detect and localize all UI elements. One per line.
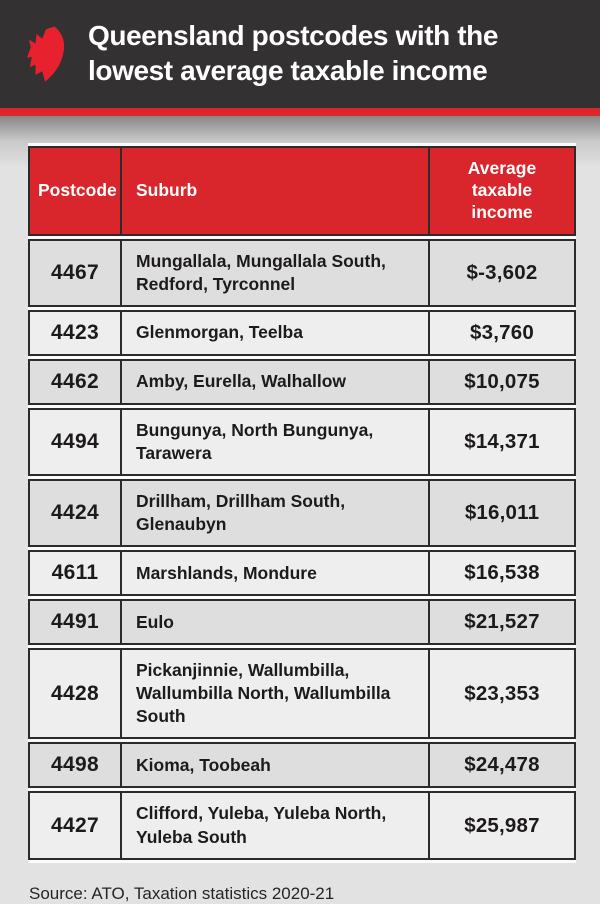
income-cell: $16,538	[430, 550, 576, 596]
suburb-cell: Glenmorgan, Teelba	[122, 310, 430, 356]
header-banner	[0, 0, 600, 108]
income-cell: $21,527	[430, 599, 576, 645]
table-row	[28, 479, 576, 547]
postcode-cell: 4467	[28, 239, 122, 307]
postcode-cell: 4428	[28, 648, 122, 739]
sbs-logo-icon	[27, 25, 65, 83]
income-cell: $-3,602	[430, 239, 576, 307]
table-header-row	[28, 146, 576, 236]
income-cell: $3,760	[430, 310, 576, 356]
income-cell: $24,478	[430, 742, 576, 788]
suburb-cell: Drillham, Drillham South, Glenaubyn	[122, 479, 430, 547]
page-title	[88, 18, 498, 88]
red-divider-strip	[0, 108, 600, 116]
column-header-average-taxable-income: Average taxable income	[430, 146, 576, 236]
page-title-line2: lowest average taxable income	[88, 55, 488, 86]
table-row	[28, 599, 576, 645]
income-cell: $16,011	[430, 479, 576, 547]
table-row	[28, 408, 576, 476]
postcode-cell: 4494	[28, 408, 122, 476]
suburb-cell: Kioma, Toobeah	[122, 742, 430, 788]
column-header-suburb: Suburb	[122, 146, 430, 236]
income-cell: $23,353	[430, 648, 576, 739]
income-cell: $25,987	[430, 791, 576, 859]
postcode-cell: 4423	[28, 310, 122, 356]
suburb-cell: Amby, Eurella, Walhallow	[122, 359, 430, 405]
table-header	[28, 146, 576, 236]
income-cell: $10,075	[430, 359, 576, 405]
postcode-cell: 4611	[28, 550, 122, 596]
source-note: Source: ATO, Taxation statistics 2020-21	[29, 883, 335, 903]
column-header-postcode: Postcode	[28, 146, 122, 236]
suburb-cell: Clifford, Yuleba, Yuleba North, Yuleba South	[122, 791, 430, 859]
table-body	[28, 239, 576, 860]
suburb-cell: Marshlands, Mondure	[122, 550, 430, 596]
table-row	[28, 359, 576, 405]
income-cell: $14,371	[430, 408, 576, 476]
table-row	[28, 648, 576, 739]
table-row	[28, 742, 576, 788]
postcode-income-table	[28, 143, 576, 863]
suburb-cell: Pickanjinnie, Wallumbilla, Wallumbilla North, Wallumbilla South	[122, 648, 430, 739]
suburb-cell: Bungunya, North Bungunya, Tarawera	[122, 408, 430, 476]
suburb-cell: Eulo	[122, 599, 430, 645]
postcode-cell: 4424	[28, 479, 122, 547]
postcode-cell: 4491	[28, 599, 122, 645]
table-row	[28, 791, 576, 859]
table-row	[28, 550, 576, 596]
suburb-cell: Mungallala, Mungallala South, Redford, Tyrconnel	[122, 239, 430, 307]
table-row	[28, 310, 576, 356]
postcode-cell: 4427	[28, 791, 122, 859]
postcode-cell: 4462	[28, 359, 122, 405]
content-area	[0, 116, 600, 904]
page-title-line1: Queensland postcodes with the	[88, 20, 499, 51]
postcode-cell: 4498	[28, 742, 122, 788]
table-row	[28, 239, 576, 307]
